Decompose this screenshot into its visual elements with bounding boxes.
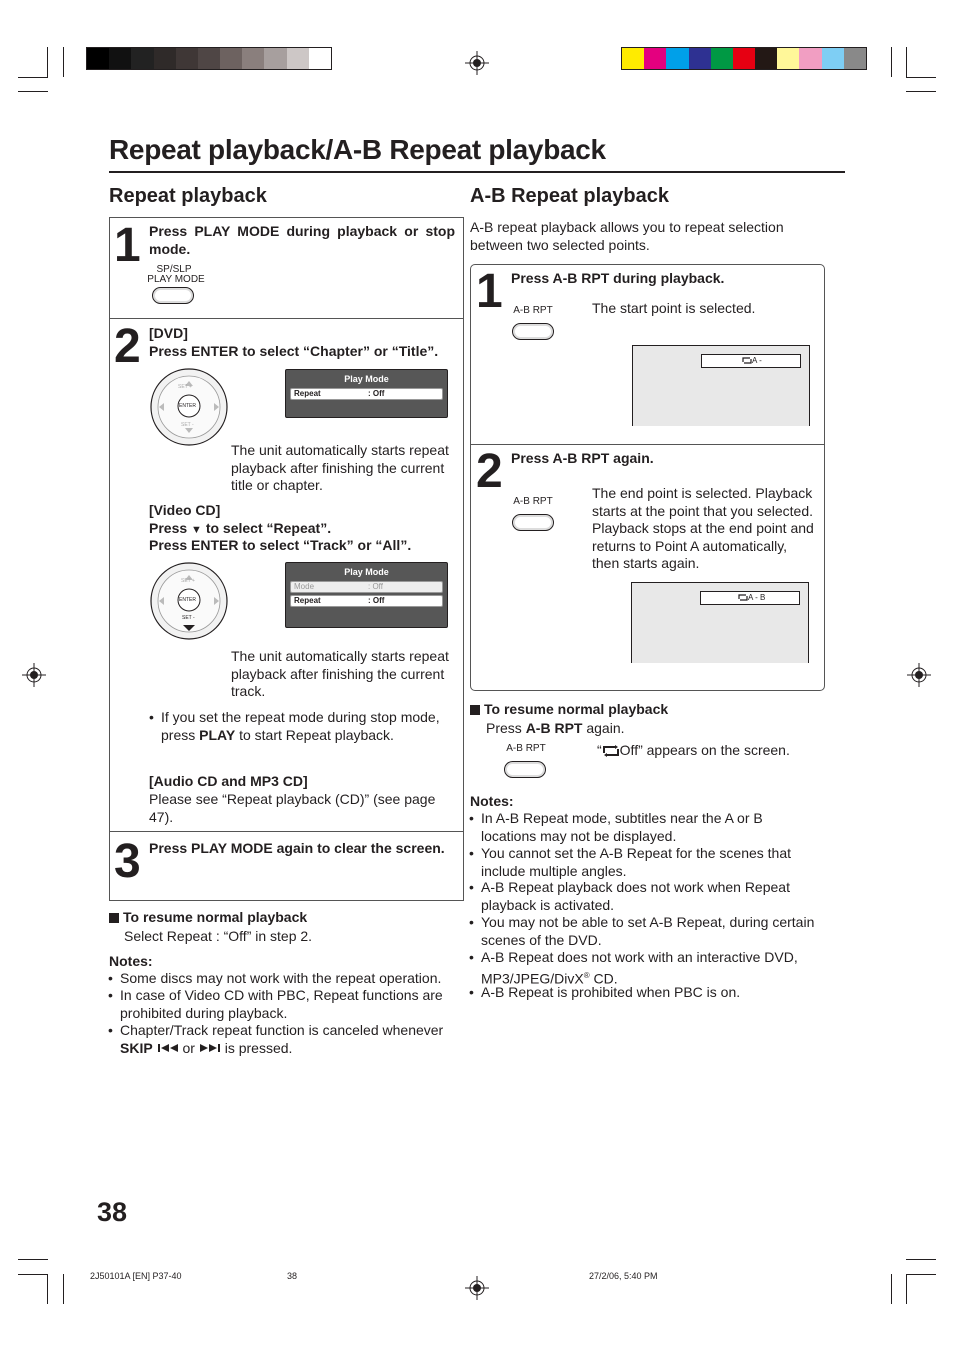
ab-repeat-heading: A-B Repeat playback — [470, 185, 669, 207]
dial-set-minus-label: SET - — [182, 615, 195, 621]
menu-row-value: : Off — [368, 596, 385, 605]
note-item: • A-B Repeat playback does not work when Repeat playback is activated. — [481, 879, 816, 914]
step-instruction: Press A-B RPT again. — [511, 450, 654, 466]
step-result-text: The unit automatically starts repeat playback after finishing the current track. — [231, 648, 449, 699]
notes-heading: Notes: — [109, 953, 153, 969]
menu-row-label: Mode — [294, 582, 315, 591]
step-number: 1 — [476, 265, 503, 318]
calibration-swatch — [131, 48, 153, 69]
step-divider — [471, 444, 824, 445]
calibration-swatch — [822, 48, 844, 69]
skip-forward-icon — [199, 1043, 221, 1053]
registration-mark-icon — [22, 663, 46, 687]
square-bullet-icon — [109, 913, 119, 923]
footer-date: 27/2/06, 5:40 PM — [589, 1271, 658, 1281]
resume-heading: To resume normal playback — [109, 909, 307, 927]
calibration-swatch — [309, 48, 331, 69]
calibration-swatch — [666, 48, 688, 69]
title-rule — [109, 171, 845, 173]
calibration-swatch — [242, 48, 264, 69]
disc-type-tag: [DVD] — [149, 325, 188, 341]
calibration-swatch — [711, 48, 733, 69]
ab-osd-bar: A - — [701, 354, 801, 368]
calibration-swatch — [87, 48, 109, 69]
calibration-swatch — [733, 48, 755, 69]
repeat-icon — [742, 357, 752, 364]
ab-rpt-button[interactable] — [512, 323, 554, 340]
play-mode-menu — [285, 369, 448, 418]
button-label: PLAY MODE — [147, 274, 205, 285]
stop-mode-note — [161, 709, 456, 744]
footer-page: 38 — [287, 1271, 298, 1281]
note-item: • In A-B Repeat mode, subtitles near the A or B locations may not be displayed. — [481, 810, 816, 845]
note-item: • Some discs may not work with the repeat operation. — [120, 970, 456, 988]
button-label: A-B RPT — [506, 743, 546, 754]
tv-screen — [632, 345, 810, 426]
menu-row-label: Repeat — [294, 596, 321, 605]
calibration-swatch — [264, 48, 286, 69]
step-result-text: The end point is selected. Playback starts at the point that you selected. Playback stops at the end point and returns to Point A automatically, then starts again. — [592, 485, 814, 571]
calibration-swatch — [844, 48, 866, 69]
calibration-swatch — [644, 48, 666, 69]
color-calibration-bar — [621, 47, 867, 70]
registration-mark-icon — [465, 1276, 489, 1300]
step-instruction: Press A-B RPT during playback. — [511, 270, 725, 286]
step-instruction: Press PLAY MODE again to clear the screen. — [149, 840, 445, 856]
dial-set-plus-label: SET + — [181, 578, 195, 584]
menu-row-value: : Off — [368, 389, 385, 398]
registration-mark-icon — [465, 51, 489, 75]
play-mode-menu — [285, 562, 448, 628]
menu-title: Play Mode — [344, 567, 389, 577]
ab-osd-bar: A - B — [700, 591, 800, 605]
menu-title: Play Mode — [344, 374, 389, 384]
ab-rpt-button[interactable] — [504, 761, 546, 778]
note-text: Chapter/Track repeat function is canceled whenever — [120, 1022, 444, 1038]
page-title: Repeat playback/A-B Repeat playback — [109, 134, 606, 165]
note-item: • A-B Repeat is prohibited when PBC is on. — [481, 984, 816, 1002]
repeat-off-icon — [602, 744, 620, 758]
dial-enter-label: ENTER — [179, 403, 196, 409]
play-key: PLAY — [199, 726, 236, 743]
note-item: • You cannot set the A-B Repeat for the scenes that include multiple angles. — [481, 845, 816, 880]
step-divider — [110, 318, 463, 319]
off-appears-text: “ Off” appears on the screen. — [597, 742, 790, 758]
instruction-press: Press — [149, 520, 188, 536]
calibration-swatch — [799, 48, 821, 69]
step-result-text: The start point is selected. — [592, 300, 756, 316]
tv-screen — [631, 582, 809, 663]
note-item: • You may not be able to set A-B Repeat, during certain scenes of the DVD. — [481, 914, 816, 949]
ab-rpt-key: A-B RPT — [525, 720, 583, 736]
ab-rpt-button[interactable] — [512, 514, 554, 531]
note-item — [120, 1022, 456, 1057]
menu-row-repeat[interactable] — [290, 595, 443, 607]
notes-heading: Notes: — [470, 793, 514, 809]
skip-key: SKIP — [120, 1039, 153, 1056]
calibration-swatch — [622, 48, 644, 69]
calibration-swatch — [777, 48, 799, 69]
calibration-swatch — [755, 48, 777, 69]
step-number: 3 — [114, 835, 141, 888]
step-number: 2 — [114, 320, 141, 373]
note-text: or — [182, 1039, 195, 1056]
step-number: 2 — [476, 445, 503, 498]
note-text: to start Repeat playback. — [239, 726, 394, 743]
step-instruction: Press PLAY MODE during playback or stop mode. — [149, 223, 455, 257]
step-instruction: Press ENTER to select “Chapter” or “Title”. — [149, 343, 439, 359]
note-item: • In case of Video CD with PBC, Repeat functions are prohibited during playback. — [120, 987, 456, 1022]
calibration-swatch — [689, 48, 711, 69]
repeat-playback-heading: Repeat playback — [109, 185, 267, 207]
resume-text: Press A-B RPT again. — [486, 720, 625, 736]
disc-type-tag: [Video CD] — [149, 502, 221, 518]
calibration-swatch — [154, 48, 176, 69]
play-mode-button[interactable] — [152, 287, 194, 304]
calibration-swatch — [220, 48, 242, 69]
calibration-swatch — [287, 48, 309, 69]
repeat-icon — [738, 594, 748, 601]
button-label: SP/SLP — [156, 264, 192, 275]
note-item: • A-B Repeat does not work with an interactive DVD, MP3/JPEG/DivX® CD. — [481, 949, 816, 988]
footer-code: 2J50101A [EN] P37-40 — [90, 1271, 182, 1281]
calibration-swatch — [109, 48, 131, 69]
step-instruction: Press ENTER to select “Track” or “All”. — [149, 537, 412, 553]
ab-intro-text: A-B repeat playback allows you to repeat selection between two selected points. — [470, 219, 784, 253]
step-divider — [110, 831, 463, 832]
step-result-text: The unit automatically starts repeat playback after finishing the current title or chapter. — [231, 442, 449, 493]
audio-cd-text: Please see “Repeat playback (CD)” (see page 47). — [149, 791, 436, 825]
step-number: 1 — [114, 219, 141, 272]
disc-type-tag: [Audio CD and MP3 CD] — [149, 773, 308, 789]
instruction-select: to select “Repeat”. — [205, 520, 332, 536]
button-label: A-B RPT — [513, 305, 553, 316]
button-label: A-B RPT — [513, 496, 553, 507]
menu-row-mode[interactable] — [290, 581, 443, 593]
menu-row-label: Repeat — [294, 389, 321, 398]
skip-back-icon — [157, 1043, 179, 1053]
resume-text: Select Repeat : “Off” in step 2. — [124, 928, 313, 944]
resume-heading: To resume normal playback — [470, 701, 668, 719]
calibration-swatch — [176, 48, 198, 69]
registration-mark-icon — [907, 663, 931, 687]
menu-row-repeat[interactable] — [290, 388, 443, 400]
menu-row-value: : Off — [368, 582, 383, 591]
grayscale-calibration-bar — [86, 47, 332, 70]
dial-set-minus-label: SET - — [181, 422, 194, 428]
note-text: is pressed. — [224, 1039, 293, 1056]
dial-set-plus-label: SET + — [178, 384, 192, 390]
page-number: 38 — [97, 1197, 128, 1227]
calibration-swatch — [198, 48, 220, 69]
note-text: If you set the repeat mode during stop mode, press — [161, 709, 440, 743]
square-bullet-icon — [470, 705, 480, 715]
down-arrow-icon: ▼ — [191, 524, 202, 536]
dial-enter-label: ENTER — [179, 597, 196, 603]
